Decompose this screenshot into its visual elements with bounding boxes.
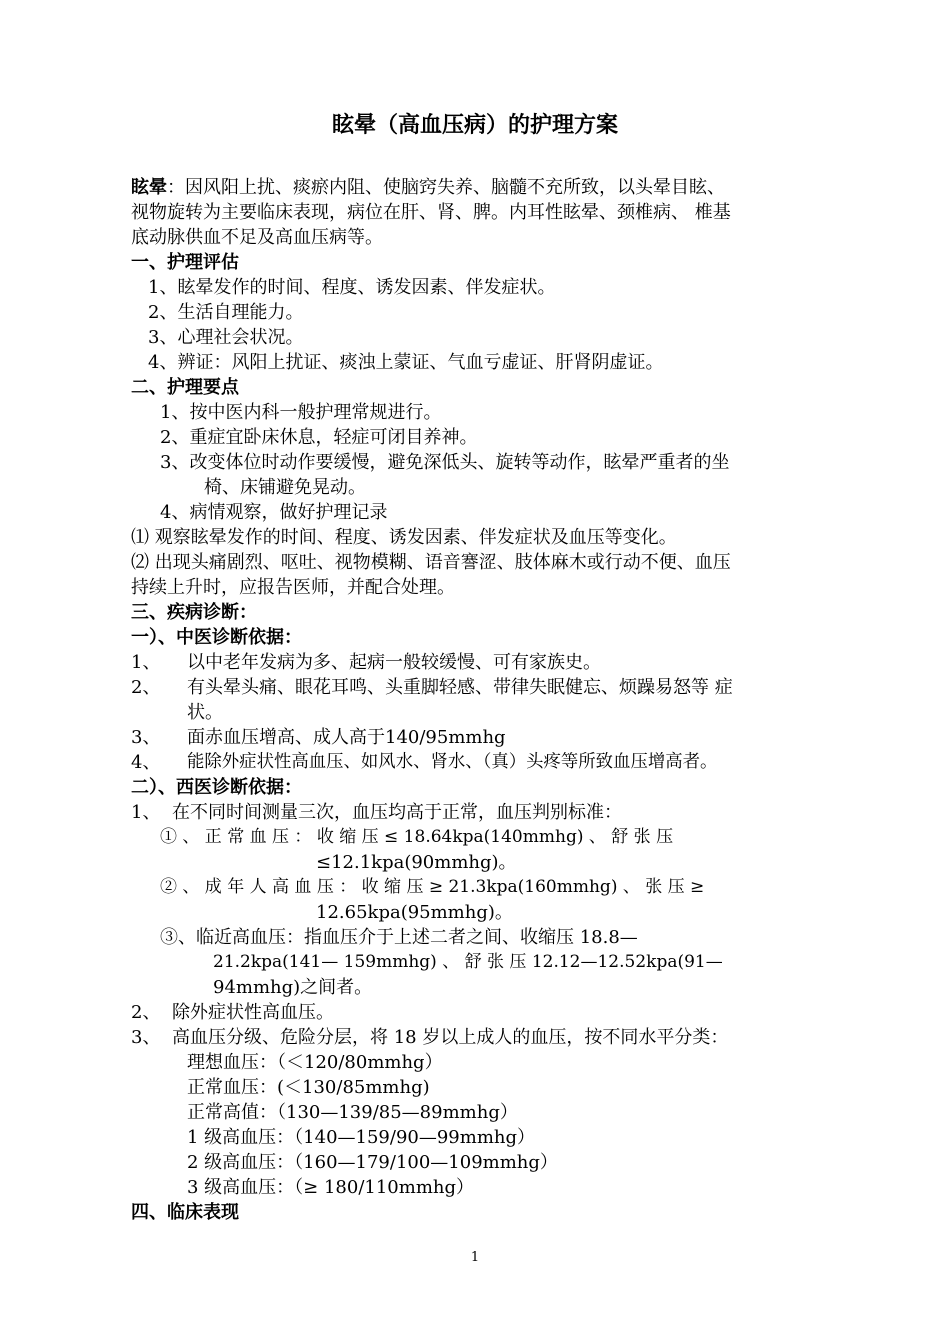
- tcm-item-text: 能除外症状性高血压、如风水、肾水、（真）头疼等所致血压增高者。: [187, 752, 718, 772]
- tcm-item-num: 3、: [131, 727, 161, 748]
- tcm-item-text: 面赤血压增高、成人高于140/95mmhg: [187, 727, 506, 748]
- criteria-borderline: ③、临近高血压：指血压介于上述二者之间、收缩压 18.8—: [160, 927, 638, 948]
- section2-item: 3、改变体位时动作要缓慢，避免深低头、旋转等动作，眩晕严重者的坐: [160, 452, 730, 473]
- tcm-item-text-cont: 状。: [187, 702, 223, 723]
- section2-item: 2、重症宜卧床休息，轻症可闭目养神。: [160, 427, 478, 448]
- section2-item-cont: 椅、床铺避免晃动。: [204, 477, 366, 498]
- tcm-heading: 一）、中医诊断依据：: [131, 627, 302, 648]
- tcm-item-num: 4、: [131, 752, 161, 773]
- section2-subitem-cont: 持续上升时，应报告医师，并配合处理。: [131, 577, 455, 598]
- section1-heading: 一、护理评估: [131, 252, 239, 273]
- bp-grade: 正常血压：(＜130/85mmhg): [187, 1077, 430, 1098]
- section2-heading: 二、护理要点: [131, 377, 239, 398]
- western-item-num: 3、: [131, 1027, 161, 1048]
- western-item-num: 2、: [131, 1002, 161, 1023]
- bp-grade: 1 级高血压：（140—159/90—99mmhg）: [187, 1127, 536, 1148]
- section3-heading: 三、疾病诊断：: [131, 602, 257, 623]
- bp-grade: 2 级高血压：（160—179/100—109mmhg）: [187, 1152, 558, 1173]
- intro-line-3: 底动脉供血不足及高血压病等。: [131, 227, 383, 248]
- section4-heading: 四、临床表现: [131, 1202, 239, 1223]
- criteria-normal-cont: ≤12.1kpa(90mmhg)。: [316, 852, 517, 873]
- section1-item: 3、心理社会状况。: [148, 327, 304, 348]
- western-item-text: 在不同时间测量三次，血压均高于正常，血压判别标准：: [172, 802, 622, 823]
- intro-term: 眩晕: [131, 177, 167, 198]
- western-item-text: 除外症状性高血压。: [172, 1002, 334, 1023]
- section2-subitem: ⑴ 观察眩晕发作的时间、程度、诱发因素、伴发症状及血压等变化。: [131, 527, 677, 548]
- section1-item: 4、辨证：风阳上扰证、痰浊上蒙证、气血亏虚证、肝肾阴虚证。: [148, 352, 664, 373]
- section2-item: 4、病情观察，做好护理记录: [160, 502, 388, 523]
- page-number: 1: [470, 1250, 480, 1265]
- section2-item: 1、按中医内科一般护理常规进行。: [160, 402, 442, 423]
- criteria-hypertension-cont: 12.65kpa(95mmhg)。: [316, 902, 513, 923]
- tcm-item-text: 以中老年发病为多、起病一般较缓慢、可有家族史。: [187, 652, 601, 673]
- section2-subitem: ⑵ 出现头痛剧烈、呕吐、视物模糊、语音謇涩、肢体麻木或行动不便、血压: [131, 552, 731, 573]
- bp-grade: 3 级高血压：（≥ 180/110mmhg）: [187, 1177, 475, 1198]
- intro-line-2: 视物旋转为主要临床表现，病位在肝、肾、脾。内耳性眩晕、颈椎病、 椎基: [131, 202, 731, 223]
- intro-line-1: 眩晕：因风阳上扰、痰瘀内阻、使脑窍失养、脑髓不充所致，以头晕目眩、: [131, 177, 725, 198]
- page-title: 眩晕（高血压病）的护理方案: [331, 113, 618, 138]
- criteria-borderline-cont: 21.2kpa(141— 159mmhg) 、 舒 张 压 12.12—12.52kpa(91—: [213, 952, 723, 972]
- criteria-normal: ① 、 正 常 血 压 ： 收 缩 压 ≤ 18.64kpa(140mmhg) 、 舒 张 压: [160, 827, 674, 847]
- bp-grade: 理想血压：（＜120/80mmhg）: [187, 1052, 443, 1073]
- section1-item: 1、眩晕发作的时间、程度、诱发因素、伴发症状。: [148, 277, 556, 298]
- tcm-item-num: 2、: [131, 677, 161, 698]
- bp-grade: 正常高值：（130—139/85—89mmhg）: [187, 1102, 518, 1123]
- tcm-item-text: 有头晕头痛、眼花耳鸣、头重脚轻感、带律失眠健忘、烦躁易怒等 症: [187, 677, 733, 698]
- tcm-item-num: 1、: [131, 652, 161, 673]
- western-item-text: 高血压分级、危险分层，将 18 岁以上成人的血压，按不同水平分类：: [172, 1027, 729, 1048]
- western-heading: 二）、西医诊断依据：: [131, 777, 302, 798]
- criteria-hypertension: ② 、 成 年 人 高 血 压 ： 收 缩 压 ≥ 21.3kpa(160mmhg) 、 张 压 ≥: [160, 877, 705, 897]
- criteria-borderline-cont: 94mmhg)之间者。: [213, 977, 373, 998]
- section1-item: 2、生活自理能力。: [148, 302, 304, 323]
- western-item-num: 1、: [131, 802, 161, 823]
